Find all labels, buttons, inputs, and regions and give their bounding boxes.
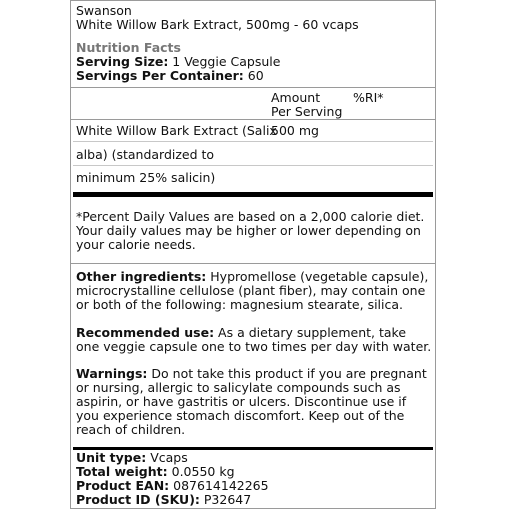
total-weight-label: Total weight: xyxy=(76,464,168,479)
warnings-label: Warnings: xyxy=(76,366,148,381)
other-ingredients-text: Hypromellose (vegetable capsule), microcrystalline cellulose (plant fiber), may contain one or both of the following: magnesium stearate, silica. xyxy=(76,269,429,312)
servings-label: Servings Per Container: xyxy=(76,68,244,83)
divider xyxy=(71,87,435,88)
product-sku-label: Product ID (SKU): xyxy=(76,492,200,507)
ingredient-line: minimum 25% salicin) xyxy=(76,170,216,185)
divider xyxy=(73,141,433,142)
unit-type xyxy=(76,451,188,465)
ingredient-line: White Willow Bark Extract (Salix xyxy=(76,123,277,138)
divider xyxy=(71,263,435,264)
product-name: White Willow Bark Extract, 500mg - 60 vcaps xyxy=(76,17,359,32)
brand-name: Swanson xyxy=(76,3,132,18)
amount-header: Amount Per Serving xyxy=(271,90,343,119)
daily-values-disclaimer: *Percent Daily Values are based on a 2,000 calorie diet. Your daily values may be higher or lower depending on your calorie needs. xyxy=(76,209,425,252)
ingredient-amount: 500 mg xyxy=(271,123,319,138)
unit-type-value: Vcaps xyxy=(146,450,188,465)
recommended-use xyxy=(76,326,432,354)
product-ean xyxy=(76,479,269,493)
supplement-facts-panel xyxy=(70,0,436,509)
recommended-use-label: Recommended use: xyxy=(76,325,215,340)
serving-size-label: Serving Size: xyxy=(76,54,169,69)
other-ingredients-label: Other ingredients: xyxy=(76,269,207,284)
divider xyxy=(71,119,435,120)
ri-header: %RI* xyxy=(353,90,384,105)
serving-size xyxy=(76,55,280,69)
warnings-text: Do not take this product if you are pregnant or nursing, allergic to salicylate compounds such as aspirin, or have gastritis or ulcers. Discontinue use if you experience stomach discomfort. Keep out of the reach of children. xyxy=(76,366,427,437)
recommended-use-text: As a dietary supplement, take one veggie capsule one to two times per day with water. xyxy=(76,325,432,354)
servings-per-container xyxy=(76,69,264,83)
product-sku-value: P32647 xyxy=(199,492,252,507)
warnings xyxy=(76,367,432,437)
ingredient-line: alba) (standardized to xyxy=(76,147,215,162)
thick-divider xyxy=(73,192,433,197)
product-ean-value: 087614142265 xyxy=(169,478,269,493)
product-ean-label: Product EAN: xyxy=(76,478,170,493)
serving-size-value: 1 Veggie Capsule xyxy=(168,54,281,69)
total-weight-value: 0.0550 kg xyxy=(167,464,235,479)
divider xyxy=(73,165,433,166)
facts-title: Nutrition Facts xyxy=(76,40,181,55)
other-ingredients xyxy=(76,270,432,312)
product-sku xyxy=(76,493,251,507)
servings-value: 60 xyxy=(243,68,264,83)
unit-type-label: Unit type: xyxy=(76,450,147,465)
total-weight xyxy=(76,465,235,479)
